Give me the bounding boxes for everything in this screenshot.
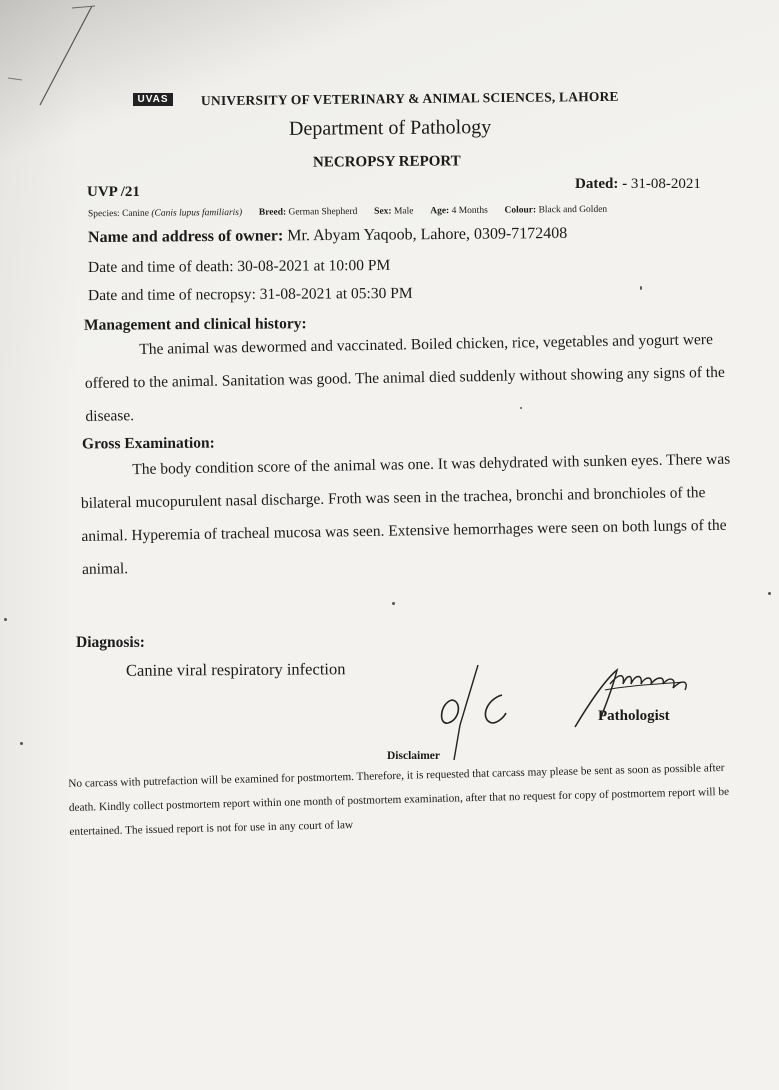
- dated-label: Dated: -: [575, 176, 628, 192]
- report-date: [575, 176, 701, 193]
- species-latin: (Canis lupus familiaris): [151, 207, 243, 219]
- handwritten-initials: [430, 665, 520, 765]
- scan-speck: [640, 286, 642, 290]
- colour-label: Colour:: [504, 205, 537, 216]
- disclaimer-text: No carcass with putrefaction will be examined for postmortem. Therefore, it is requested that carcass may please be sent as soon as possible after death. Kindly collect postmortem report within one month of postmortem examination, after that no request for copy of postmortem report will be entertained. The issued report is not for use in any court of law: [68, 761, 730, 838]
- owner-line: [88, 225, 567, 247]
- gross-text: The body condition score of the animal was one. It was dehydrated with sunken eyes. There was bilateral mucopurulent nasal discharge. Froth was seen in the trachea, bronchi and bronchioles of the animal. Hyperemia of tracheal mucosa was seen. Extensive hemorrhages were seen on both lungs of the animal.: [80, 450, 731, 578]
- necropsy-value: 31-08-2021 at 05:30 PM: [259, 284, 413, 303]
- species-value: Canine: [122, 208, 150, 219]
- species-label: Species:: [87, 208, 120, 220]
- corner-scratch-marks: [0, 0, 140, 110]
- uvas-logo: UVAS: [133, 93, 173, 106]
- breed-label: Breed:: [258, 207, 287, 218]
- diagnosis-text: Canine viral respiratory infection: [125, 659, 346, 680]
- breed-value: German Shepherd: [288, 206, 358, 218]
- colour-value: Black and Golden: [538, 204, 608, 216]
- owner-value: Mr. Abyam Yaqoob, Lahore, 0309-7172408: [287, 224, 568, 245]
- death-label: Date and time of death:: [87, 258, 234, 277]
- dated-value: 31-08-2021: [630, 176, 701, 192]
- scan-speck: [20, 742, 23, 745]
- management-heading: Management and clinical history:: [83, 315, 307, 334]
- age-label: Age:: [430, 206, 450, 217]
- university-name: UNIVERSITY OF VETERINARY & ANIMAL SCIENCES, LAHORE: [200, 88, 619, 109]
- diagnosis-heading: Diagnosis:: [76, 634, 145, 651]
- report-title: NECROPSY REPORT: [312, 153, 461, 171]
- sex-label: Sex:: [374, 206, 392, 217]
- animal-details: [88, 205, 607, 220]
- department-name: Department of Pathology: [288, 116, 492, 140]
- necropsy-line: [88, 285, 413, 305]
- necropsy-label: Date and time of necropsy:: [87, 285, 256, 305]
- scan-speck: [768, 592, 771, 595]
- management-text: The animal was dewormed and vaccinated. Boiled chicken, rice, vegetables and yogurt were offered to the animal. Sanitation was good. The animal died suddenly without showing any signs of the disease.: [84, 331, 725, 425]
- age-value: 4 Months: [451, 205, 488, 217]
- report-number: UVP /21: [87, 184, 140, 200]
- scan-speck: [392, 602, 395, 605]
- gross-heading: Gross Examination:: [81, 434, 215, 453]
- scan-speck: [520, 407, 522, 409]
- death-line: [88, 257, 390, 277]
- owner-label: Name and address of owner:: [87, 227, 284, 247]
- scan-speck: [4, 618, 7, 621]
- sex-value: Male: [393, 206, 414, 217]
- disclaimer-heading: Disclaimer: [387, 750, 441, 762]
- pathologist-title: Pathologist: [598, 708, 670, 724]
- death-value: 30-08-2021 at 10:00 PM: [237, 256, 391, 276]
